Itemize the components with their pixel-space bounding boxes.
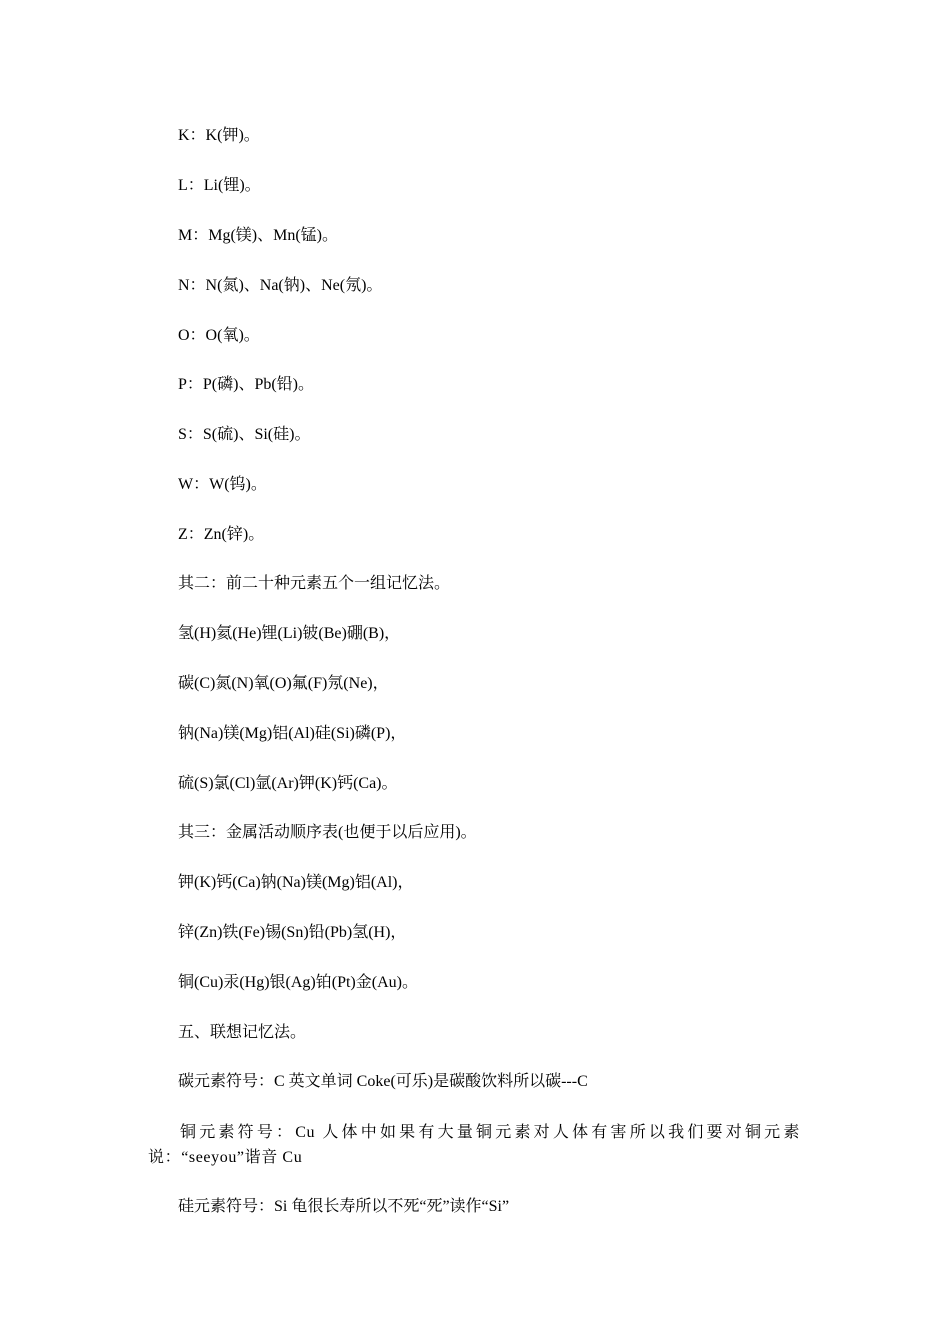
element-group-line: 钠(Na)镁(Mg)铝(Al)硅(Si)磷(P)， [178, 725, 407, 742]
mnemonic-silicon: 硅元素符号：Si 龟很长寿所以不死“死”读作“Si” [178, 1198, 510, 1215]
mnemonic-carbon: 碳元素符号：C 英文单词 Coke(可乐)是碳酸饮料所以碳---C [178, 1073, 588, 1090]
paragraph-z: Z：Zn(锌)。 [178, 526, 265, 543]
paragraph-w: W：W(钨)。 [178, 476, 267, 493]
paragraph-l: L：Li(锂)。 [178, 177, 261, 194]
element-group-line: 碳(C)氮(N)氧(O)氟(F)氖(Ne)， [178, 675, 389, 692]
paragraph-k: K：K(钾)。 [178, 127, 260, 144]
section-heading-three: 其三：金属活动顺序表(也便于以后应用)。 [178, 824, 477, 841]
paragraph-n: N：N(氮)、Na(钠)、Ne(氖)。 [178, 277, 383, 294]
element-group-line: 氢(H)氦(He)锂(Li)铍(Be)硼(B)， [178, 625, 401, 642]
paragraph-m: M：Mg(镁)、Mn(锰)。 [178, 227, 338, 244]
paragraph-p: P：P(磷)、Pb(铅)。 [178, 376, 315, 393]
paragraph-s: S：S(硫)、Si(硅)。 [178, 426, 311, 443]
activity-series-line: 锌(Zn)铁(Fe)锡(Sn)铅(Pb)氢(H)， [178, 924, 407, 941]
section-heading-five: 五、联想记忆法。 [178, 1024, 307, 1041]
element-group-line: 硫(S)氯(Cl)氩(Ar)钾(K)钙(Ca)。 [178, 775, 398, 792]
activity-series-line: 铜(Cu)汞(Hg)银(Ag)铂(Pt)金(Au)。 [178, 974, 418, 991]
paragraph-o: O：O(氧)。 [178, 327, 260, 344]
activity-series-line: 钾(K)钙(Ca)钠(Na)镁(Mg)铝(Al)， [178, 874, 414, 891]
mnemonic-copper: 铜元素符号：Cu 人体中如果有大量铜元素对人体有害所以我们要对铜元素说：“seeyou”谐音 Cu [148, 1124, 800, 1166]
section-heading-two: 其二：前二十种元素五个一组记忆法。 [178, 575, 451, 592]
